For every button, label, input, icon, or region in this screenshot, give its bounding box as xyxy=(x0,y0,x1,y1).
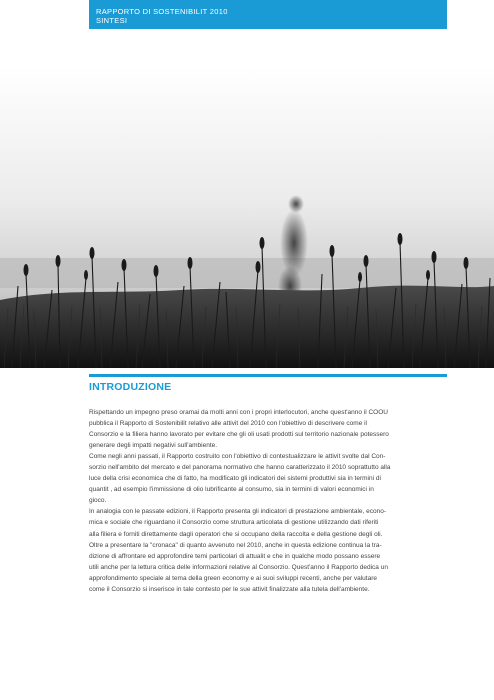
body-line: utili anche per la lettura critica delle informazioni relative al Consorzio. Quest'anno il Rapporto dedica un xyxy=(89,563,388,571)
body-line: gioco. xyxy=(89,497,107,505)
cover-photo xyxy=(0,68,494,368)
intro-body-text xyxy=(89,407,447,595)
body-line: Come negli anni passati, il Rapporto costruito con l'obiettivo di contestualizzare le attivit svolte dal Con- xyxy=(89,453,386,461)
body-line: Oltre a presentare la "cronaca" di quanto avvenuto nel 2010, anche in questa edizione continua la tra- xyxy=(89,541,382,549)
body-line: Rispettando un impegno preso oramai da molti anni con i propri interlocutori, anche quest'anno il COOU xyxy=(89,409,388,416)
body-line: come il Consorzio si inserisce in tale contesto per le sue attivit finalizzate alla tutela dell'ambiente. xyxy=(89,585,370,593)
section-divider xyxy=(89,374,447,377)
body-line: dizione di affrontare ed approfondire temi particolari di attualit e che in qualche modo possano essere xyxy=(89,552,381,560)
body-line: mica e sociale che riguardano il Consorzio come struttura articolata di gestione utilizzando dati riferiti xyxy=(89,519,379,527)
header-band xyxy=(89,0,447,29)
body-line: pubblica il Rapporto di Sostenibilit relativo alle attivit del 2010 con l'obiettivo di descrivere come il xyxy=(89,420,367,428)
field-with-walking-figure-photo xyxy=(0,68,494,368)
body-line: quantit , ad esempio l'immissione di olio lubrificante al consumo, sia in termini di valori economici in xyxy=(89,486,374,494)
section-title: INTRODUZIONE xyxy=(89,381,172,393)
body-line: In analogia con le passate edizioni, il Rapporto presenta gli indicatori di prestazione ambientale, econo- xyxy=(89,508,387,516)
body-line: generare degli impatti negativi sull'ambiente. xyxy=(89,442,218,450)
report-subtitle: SINTESI xyxy=(96,16,128,25)
body-line: luce della crisi economica che di fatto, ha modificato gli indicatori dei sistemi produttivi sia in termini di xyxy=(89,475,381,483)
body-line: alla filiera e forniti direttamente dagli operatori che si occupano della raccolta e della gestione degli oli. xyxy=(89,530,383,538)
body-line: Consorzio e la filiera hanno lavorato per evitare che gli oli usati prodotti sul territorio nazionale potessero xyxy=(89,431,389,439)
report-title: RAPPORTO DI SOSTENIBILIT 2010 xyxy=(96,7,228,16)
body-line: approfondimento speciale al tema della green economy e ai suoi sviluppi recenti, anche per valutare xyxy=(89,574,377,582)
body-line: sorzio nell'ambito del mercato e del panorama normativo che hanno caratterizzato il 2010 soprattutto alla xyxy=(89,464,391,472)
